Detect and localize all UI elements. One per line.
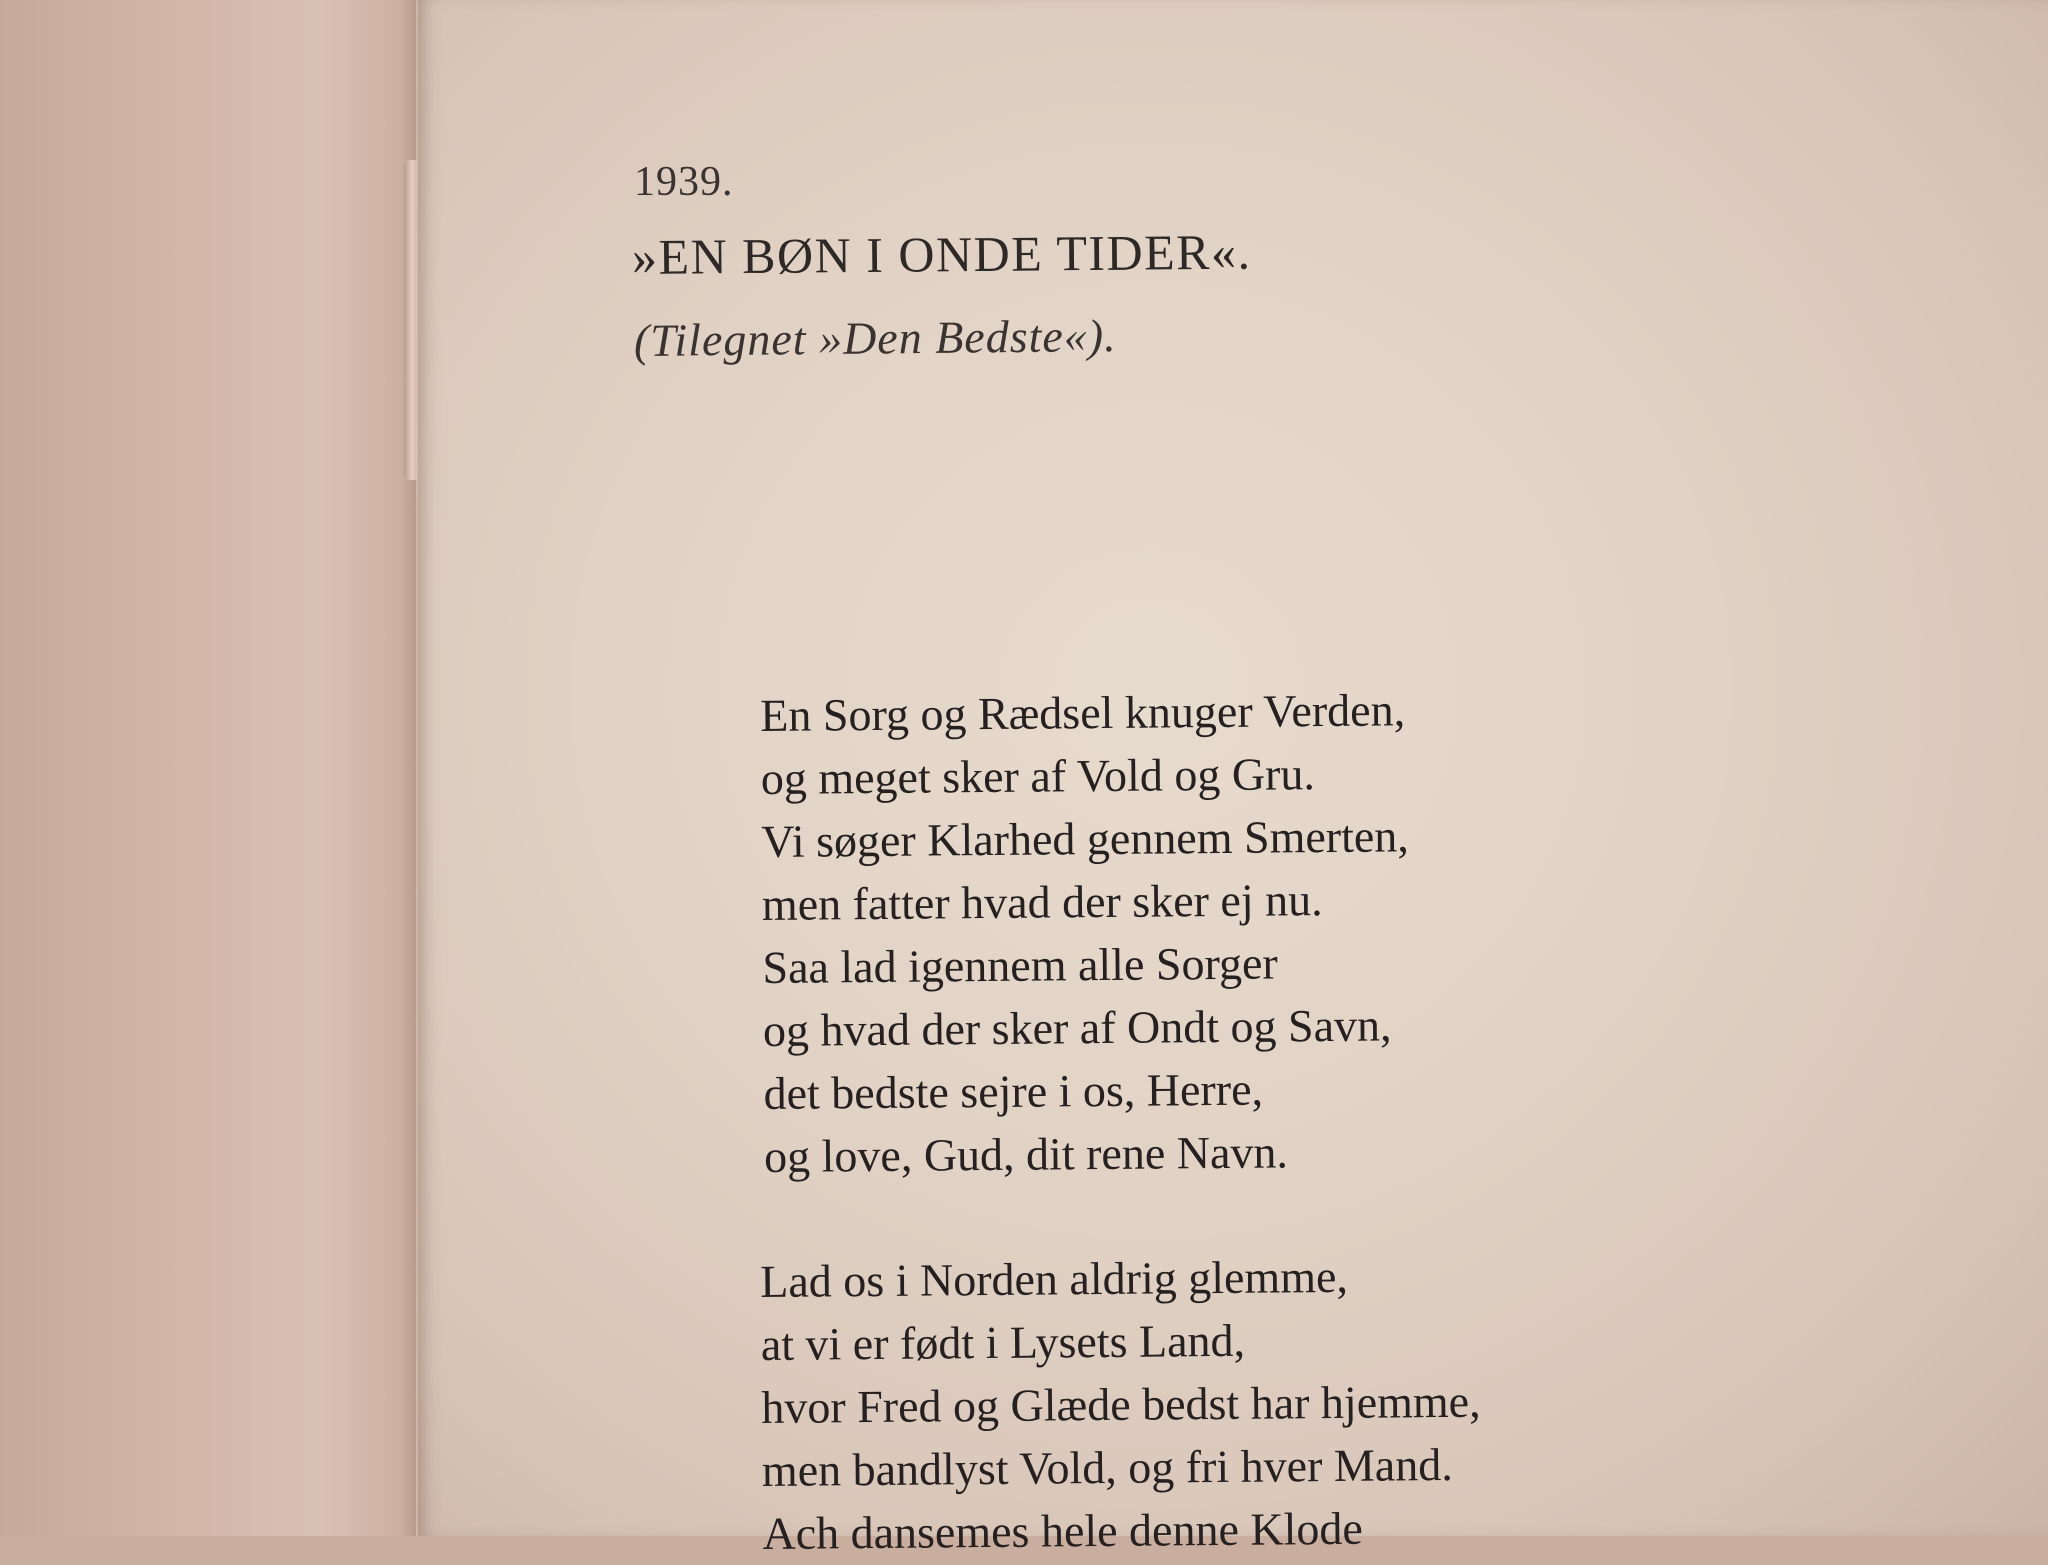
- page-text: [418, 0, 2048, 1559]
- poem-line: men fatter hvad der sker ej nu.: [761, 874, 1323, 930]
- poem-line: Vi søger Klarhed gennem Smerten,: [761, 810, 1410, 867]
- poem-line: og meget sker af Vold og Gru.: [760, 748, 1316, 804]
- poem-line: Lad os i Norden aldrig glemme,: [760, 1250, 1349, 1307]
- poem-year: 1939.: [634, 159, 734, 205]
- poem-title: »EN BØN I ONDE TIDER«.: [631, 223, 1252, 285]
- poem-line: hvor Fred og Glæde bedst har hjemme,: [761, 1375, 1481, 1433]
- poem-line-cut-off: Ach dansemes hele denne Klode: [762, 1502, 1364, 1559]
- poem-line: det bedste sejre i os, Herre,: [763, 1063, 1264, 1119]
- poem-line: og hvad der sker af Ondt og Savn,: [762, 999, 1392, 1056]
- right-page: [418, 0, 2048, 1559]
- poem-line: og love, Gud, dit rene Navn.: [763, 1126, 1289, 1182]
- left-page: [0, 0, 416, 1536]
- stanza-1: [760, 678, 1412, 1188]
- poem-line: Saa lad igennem alle Sorger: [762, 937, 1278, 993]
- stanza-2: [760, 1244, 1482, 1559]
- poem-line: En Sorg og Rædsel knuger Verden,: [760, 684, 1406, 741]
- poem-line: men bandlyst Vold, og fri hver Mand.: [761, 1438, 1453, 1496]
- poem-line: at vi er født i Lysets Land,: [760, 1314, 1246, 1370]
- poem-dedication: (Tilegnet »Den Bedste«).: [633, 309, 1117, 366]
